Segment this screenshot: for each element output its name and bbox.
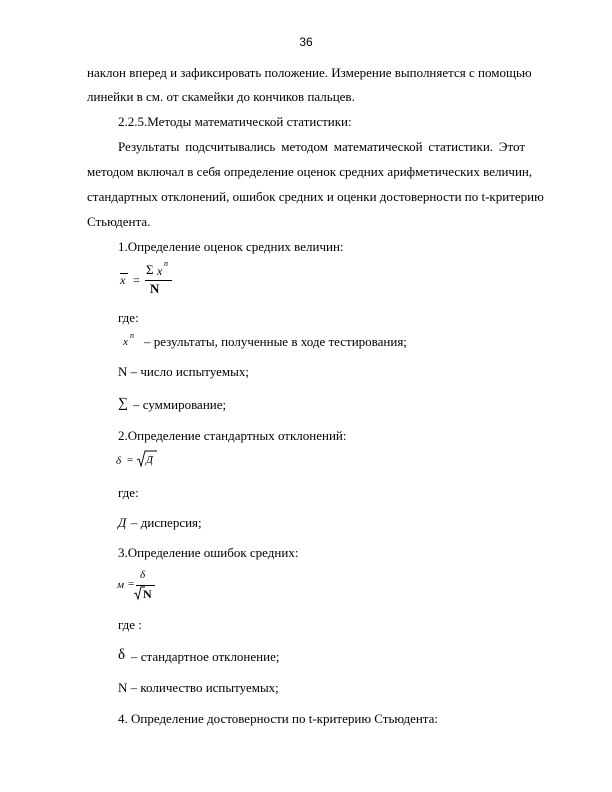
formula-den: N — [143, 587, 152, 601]
sum-symbol: Σ — [146, 262, 154, 277]
d-description: – дисперсия; — [131, 515, 202, 530]
xn-sup: n — [130, 331, 134, 340]
formula-sup: n — [164, 259, 168, 268]
formula-radicand: Д — [146, 454, 153, 466]
item-title: 3.Определение ошибок средних: — [118, 545, 299, 560]
formula-var: x — [157, 264, 163, 278]
sum-description: – суммирование; — [133, 397, 227, 412]
definition-n: N – число испытуемых; — [118, 364, 249, 379]
paragraph-line: линейки в см. от скамейки до кончиков пальцев. — [87, 89, 355, 104]
xn-var: x — [123, 336, 128, 348]
delta-icon: δ — [118, 647, 126, 663]
paragraph-line: стандартных отклонений, ошибок средних и оценки достоверности по t-критерию — [87, 189, 544, 204]
paragraph-line: Результаты подсчитывались методом математической статистики. Этот — [118, 139, 525, 154]
sum-icon: ∑ — [118, 396, 128, 411]
formula-eq: = — [127, 454, 134, 466]
formula-eq: = — [128, 578, 135, 590]
where-label: где : — [118, 617, 142, 632]
formula-num: δ — [140, 569, 146, 581]
item-title: 1.Определение оценок средних величин: — [118, 239, 344, 254]
where-label: где: — [118, 310, 139, 325]
delta-description: – стандартное отклонение; — [131, 649, 280, 664]
d-var: Д — [118, 515, 127, 530]
section-heading: 2.2.5.Методы математической статистики: — [118, 114, 352, 129]
formula-lhs: x — [120, 273, 126, 287]
formula-eq: = — [133, 273, 140, 287]
paragraph-line: Стьюдента. — [87, 214, 151, 229]
item-title: 4. Определение достоверности по t-критерию Стьюдента: — [118, 711, 439, 726]
xn-description: – результаты, полученные в ходе тестирования; — [144, 334, 407, 349]
paragraph-line: методом включал в себя определение оценок средних арифметических величин, — [87, 164, 533, 179]
paragraph-line: наклон вперед и зафиксировать положение. Измерение выполняется с помощью — [87, 65, 532, 80]
formula-den: N — [150, 281, 160, 296]
formula-lhs: δ — [116, 455, 122, 467]
page-number: 36 — [299, 35, 313, 49]
formula-lhs: м — [117, 579, 125, 591]
where-label: где: — [118, 485, 139, 500]
definition-n: N – количество испытуемых; — [118, 680, 279, 695]
item-title: 2.Определение стандартных отклонений: — [118, 428, 347, 443]
